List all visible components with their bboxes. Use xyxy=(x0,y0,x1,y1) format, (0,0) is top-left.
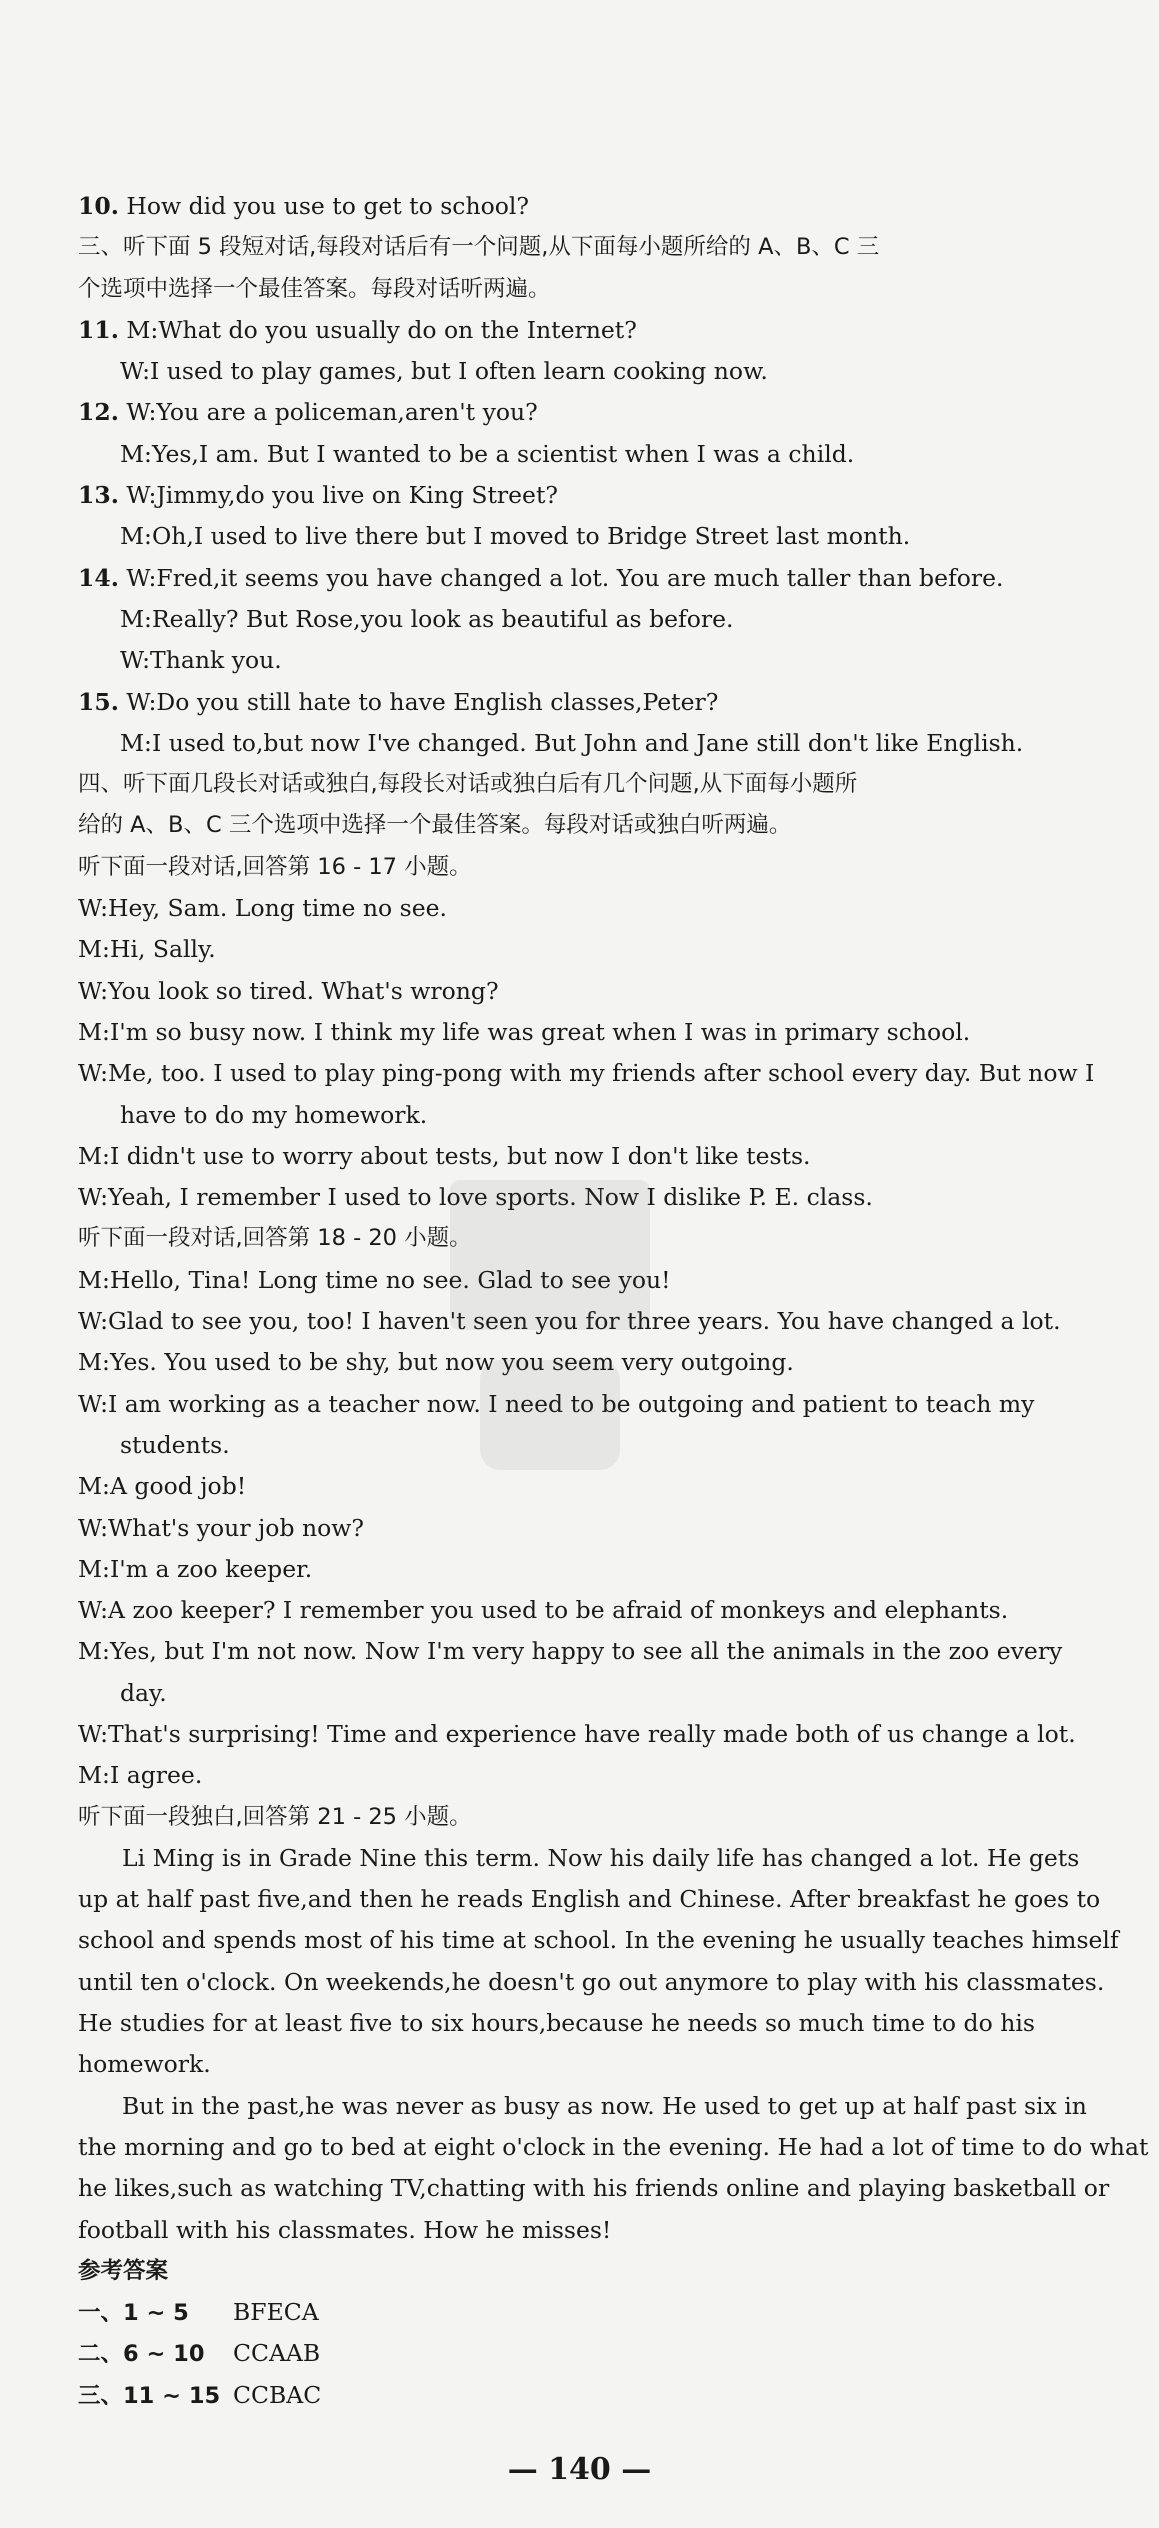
dialogue-line: W:Yeah, I remember I used to love sports. Now I dislike P. E. class. xyxy=(78,1183,873,1212)
monologue-text: He studies for at least five to six hours,because he needs so much time to do his xyxy=(78,2009,1035,2038)
page-content xyxy=(78,186,1149,2416)
dialogue-line: M:Yes. You used to be shy, but now you seem very outgoing. xyxy=(78,1348,794,1377)
dialogue-line: M:I'm so busy now. I think my life was great when I was in primary school. xyxy=(78,1017,971,1046)
dialogue-line: M:Hi, Sally. xyxy=(78,935,216,964)
monologue-intro: 听下面一段独白,回答第 21 - 25 小题。 xyxy=(78,1803,472,1830)
answer-value: CCBAC xyxy=(233,2380,322,2409)
page-number: — 140 — xyxy=(507,2452,652,2487)
monologue-text: Li Ming is in Grade Nine this term. Now his daily life has changed a lot. He gets xyxy=(122,1843,1080,1872)
dialogue-line: W:Hey, Sam. Long time no see. xyxy=(78,894,447,923)
answer-value: CCAAB xyxy=(233,2339,321,2368)
question-11: 11. M:What do you usually do on the Internet? xyxy=(78,315,637,344)
dialogue-line: M:I agree. xyxy=(78,1761,203,1790)
monologue-text: until ten o'clock. On weekends,he doesn't go out anymore to play with his classmates. xyxy=(78,1967,1105,1996)
answer-range: 一、1 ~ 5 xyxy=(78,2300,189,2327)
dialogue-line: M:Oh,I used to live there but I moved to Bridge Street last month. xyxy=(120,522,911,551)
section-3-instructions-line-1: 三、听下面 5 段短对话,每段对话后有一个问题,从下面每小题所给的 A、B、C 三 xyxy=(78,234,880,261)
answer-value: BFECA xyxy=(233,2298,319,2327)
dialogue-line: W:I am working as a teacher now. I need to be outgoing and patient to teach my xyxy=(78,1389,1035,1418)
dialogue-line-continued: have to do my homework. xyxy=(120,1100,428,1129)
answer-range: 二、6 ~ 10 xyxy=(78,2341,205,2368)
question-14: 14. W:Fred,it seems you have changed a lot. You are much taller than before. xyxy=(78,563,1004,592)
answer-row xyxy=(78,2292,1088,2333)
dialogue-2-intro: 听下面一段对话,回答第 18 - 20 小题。 xyxy=(78,1225,472,1252)
answer-row xyxy=(78,2333,1088,2374)
dialogue-line: M:Hello, Tina! Long time no see. Glad to see you! xyxy=(78,1265,671,1294)
monologue-text: the morning and go to bed at eight o'clock in the evening. He had a lot of time to do what xyxy=(78,2132,1149,2161)
dialogue-line: M:Yes, but I'm not now. Now I'm very happy to see all the animals in the zoo every xyxy=(78,1637,1063,1666)
dialogue-1-intro: 听下面一段对话,回答第 16 - 17 小题。 xyxy=(78,853,472,880)
dialogue-line-continued: day. xyxy=(120,1678,167,1707)
dialogue-line: M:I'm a zoo keeper. xyxy=(78,1554,313,1583)
question-10: 10. How did you use to get to school? xyxy=(78,192,530,220)
dialogue-line: M:I used to,but now I've changed. But John and Jane still don't like English. xyxy=(120,728,1024,757)
dialogue-line: W:Thank you. xyxy=(120,646,282,675)
dialogue-line: M:I didn't use to worry about tests, but now I don't like tests. xyxy=(78,1141,811,1170)
dialogue-line: M:A good job! xyxy=(78,1472,247,1501)
section-4-instructions-line-2: 给的 A、B、C 三个选项中选择一个最佳答案。每段对话或独白听两遍。 xyxy=(78,812,792,839)
monologue-text: school and spends most of his time at school. In the evening he usually teaches himself xyxy=(78,1926,1119,1955)
dialogue-line: W:Me, too. I used to play ping-pong with my friends after school every day. But now I xyxy=(78,1059,1095,1088)
dialogue-line-continued: students. xyxy=(120,1430,230,1459)
monologue-text: up at half past five,and then he reads English and Chinese. After breakfast he goes to xyxy=(78,1885,1101,1914)
dialogue-line: M:Really? But Rose,you look as beautiful as before. xyxy=(120,604,734,633)
monologue-text: he likes,such as watching TV,chatting with his friends online and playing basketball or xyxy=(78,2174,1110,2203)
question-12: 12. W:You are a policeman,aren't you? xyxy=(78,398,538,427)
question-15: 15. W:Do you still hate to have English classes,Peter? xyxy=(78,687,719,716)
section-4-instructions-line-1: 四、听下面几段长对话或独白,每段长对话或独白后有几个问题,从下面每小题所 xyxy=(78,771,858,798)
answer-range: 三、11 ~ 15 xyxy=(78,2382,221,2409)
dialogue-line: W:What's your job now? xyxy=(78,1513,364,1542)
monologue-text: homework. xyxy=(78,2050,211,2079)
section-3-instructions-line-2: 个选项中选择一个最佳答案。每段对话听两遍。 xyxy=(78,275,551,302)
question-13: 13. W:Jimmy,do you live on King Street? xyxy=(78,481,559,510)
dialogue-line: W:I used to play games, but I often learn cooking now. xyxy=(120,357,768,386)
answer-row xyxy=(78,2375,1088,2416)
dialogue-line: W:Glad to see you, too! I haven't seen you for three years. You have changed a lot. xyxy=(78,1307,1061,1336)
dialogue-line: W:That's surprising! Time and experience have really made both of us change a lot. xyxy=(78,1719,1076,1748)
dialogue-line: M:Yes,I am. But I wanted to be a scientist when I was a child. xyxy=(120,439,855,468)
answer-key-title: 参考答案 xyxy=(78,2257,169,2284)
monologue-text: football with his classmates. How he misses! xyxy=(78,2215,612,2244)
dialogue-line: W:A zoo keeper? I remember you used to be afraid of monkeys and elephants. xyxy=(78,1596,1009,1625)
monologue-text: But in the past,he was never as busy as now. He used to get up at half past six in xyxy=(122,2091,1087,2120)
dialogue-line: W:You look so tired. What's wrong? xyxy=(78,976,499,1005)
